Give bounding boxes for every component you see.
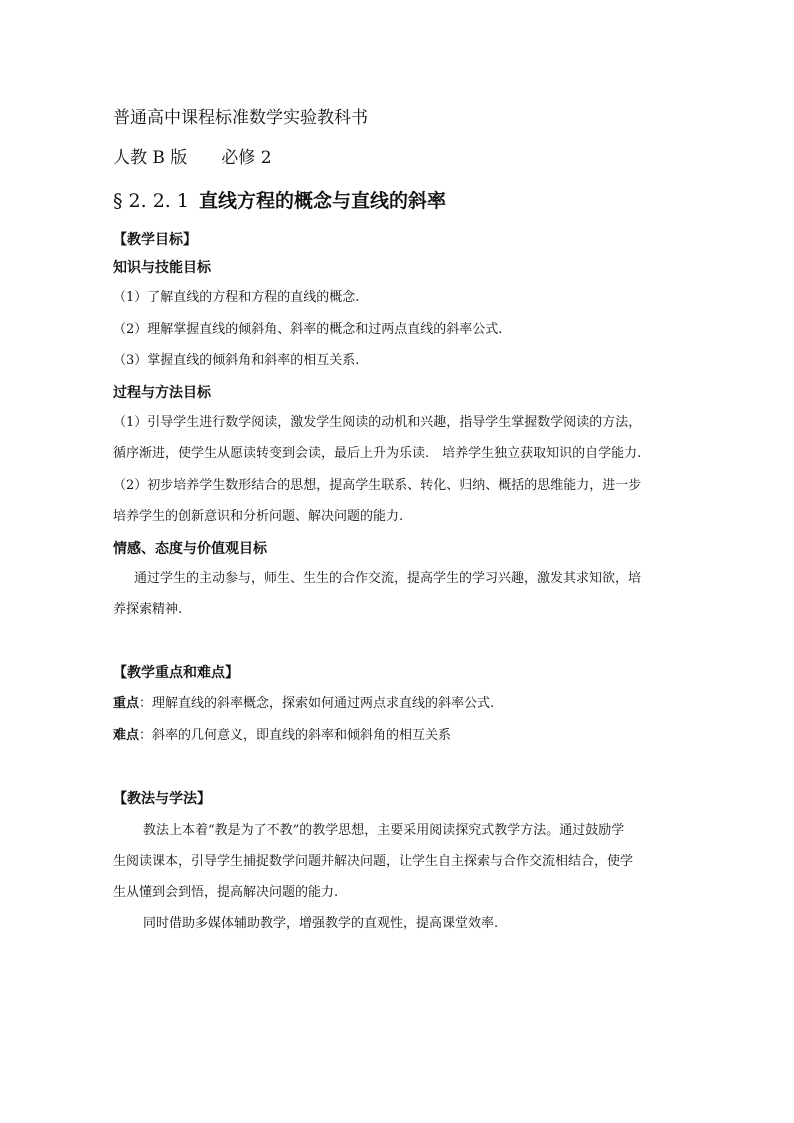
focus-text: ：理解直线的斜率概念，探索如何通过两点求直线的斜率公式. — [139, 696, 495, 711]
emotion-line: 养探索精神. — [113, 602, 183, 617]
difficulty-text: ：斜率的几何意义，即直线的斜率和倾斜角的相互关系 — [139, 728, 452, 743]
objectives-heading: 【教学目标】 — [113, 232, 197, 248]
focus-line — [113, 692, 683, 716]
methods-heading: 【教法与学法】 — [113, 791, 211, 807]
knowledge-item: （3）掌握直线的倾斜角和斜率的相互关系. — [113, 353, 360, 368]
key-points-heading: 【教学重点和难点】 — [113, 665, 239, 681]
knowledge-heading: 知识与技能目标 — [113, 260, 211, 276]
methods-line: 生阅读课本，引导学生捕捉数学问题并解决问题，让学生自主探索与合作交流相结合，使学 — [113, 854, 634, 869]
difficulty-line — [113, 724, 683, 748]
difficulty-label: 难点 — [113, 728, 140, 743]
methods-line: 生从懂到会到悟，提高解决问题的能力. — [113, 885, 339, 900]
process-line: 循序渐进，使学生从愿读转变到会读，最后上升为乐读. 培养学生独立获取知识的自学能力. — [113, 446, 642, 461]
section-title: 直线方程的概念与直线的斜率 — [198, 190, 446, 212]
process-heading: 过程与方法目标 — [113, 385, 211, 401]
focus-label: 重点 — [113, 696, 140, 711]
knowledge-item: （1）了解直线的方程和方程的直线的概念. — [113, 290, 360, 305]
textbook-edition: 人教 B 版 必修 2 — [113, 148, 272, 168]
process-line: （2）初步培养学生数形结合的思想，提高学生联系、转化、归纳、概括的思维能力，进一步 — [113, 478, 642, 493]
methods-line: 教法上本着“教是为了不教”的教学思想，主要采用阅读探究式教学方法。通过鼓励学 — [143, 823, 625, 838]
section-number: § 2. 2. 1 — [113, 190, 189, 212]
emotion-heading: 情感、态度与价值观目标 — [113, 541, 267, 557]
emotion-line: 通过学生的主动参与，师生、生生的合作交流，提高学生的学习兴趣，激发其求知欲，培 — [134, 571, 642, 586]
knowledge-item: （2）理解掌握直线的倾斜角、斜率的概念和过两点直线的斜率公式. — [113, 322, 503, 337]
section-title-line — [113, 187, 683, 215]
textbook-series: 普通高中课程标准数学实验教科书 — [113, 108, 368, 128]
process-line: 培养学生的创新意识和分析问题、解决问题的能力. — [113, 509, 404, 524]
methods-line: 同时借助多媒体辅助教学，增强教学的直观性，提高课堂效率. — [143, 916, 499, 931]
process-line: （1）引导学生进行数学阅读，激发学生阅读的动机和兴趣，指导学生掌握数学阅读的方法， — [113, 415, 642, 430]
